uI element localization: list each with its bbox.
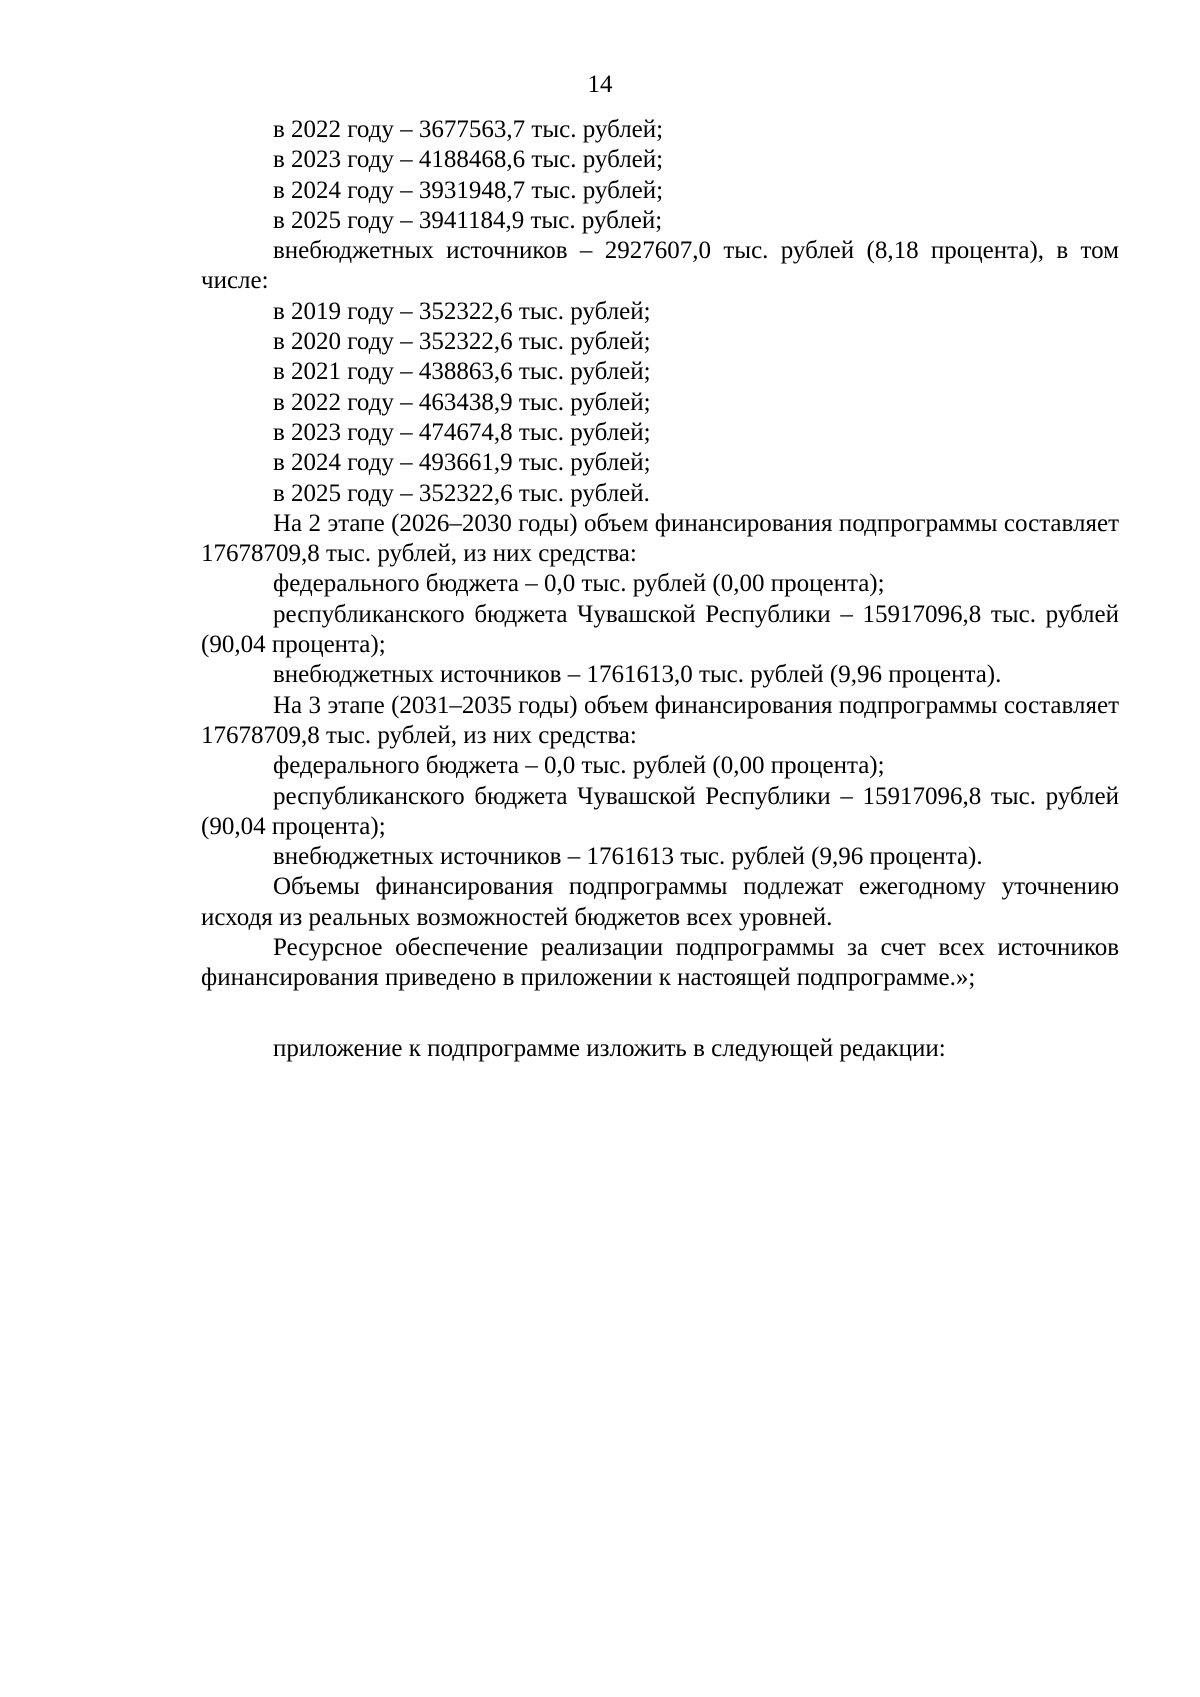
paragraph: в 2025 году – 3941184,9 тыс. рублей; (273, 206, 663, 234)
paragraph: республиканского бюджета Чувашской Республики – 15917096,8 тыс. рублей (90,04 процента); (201, 600, 1119, 659)
paragraph: Объемы финансирования подпрограммы подлежат ежегодному уточнению исходя из реальных возможностей бюджетов всех уровней. (201, 873, 1119, 931)
paragraph: в 2019 году – 352322,6 тыс. рублей; (273, 297, 651, 325)
paragraph: Ресурсное обеспечение реализации подпрограммы за счет всех источников финансирования приведено в приложении к настоящей подпрограмме.»; (201, 934, 1119, 992)
paragraph: в 2024 году – 3931948,7 тыс. рублей; (273, 176, 664, 204)
paragraph: республиканского бюджета Чувашской Республики – 15917096,8 тыс. рублей (90,04 процента); (201, 782, 1119, 840)
paragraph: в 2023 году – 4188468,6 тыс. рублей; (273, 146, 664, 174)
paragraph: в 2022 году – 463438,9 тыс. рублей; (273, 388, 651, 416)
page-number: 14 (587, 71, 613, 98)
paragraph: в 2024 году – 493661,9 тыс. рублей; (273, 449, 651, 477)
paragraph: в 2022 году – 3677563,7 тыс. рублей; (273, 116, 664, 143)
paragraph: На 3 этапе (2031–2035 годы) объем финансирования подпрограммы составляет 17678709,8 тыс. рублей, из них средства: (201, 691, 1119, 749)
paragraph: в 2025 году – 352322,6 тыс. рублей. (273, 479, 650, 507)
paragraph: внебюджетных источников – 1761613 тыс. рублей (9,96 процента). (273, 843, 983, 871)
paragraph: внебюджетных источников – 1761613,0 тыс. рублей (9,96 процента). (273, 661, 1002, 689)
paragraph: в 2021 году – 438863,6 тыс. рублей; (273, 358, 651, 386)
paragraph: в 2023 году – 474674,8 тыс. рублей; (273, 418, 651, 446)
paragraph: внебюджетных источников – 2927607,0 тыс. рублей (8,18 процента), в том числе: (201, 237, 1119, 295)
paragraph: приложение к подпрограмме изложить в следующей редакции: (273, 1034, 946, 1062)
paragraph: На 2 этапе (2026–2030 годы) объем финансирования подпрограммы составляет 17678709,8 тыс. рублей, из них средства: (201, 509, 1119, 568)
paragraph: федерального бюджета – 0,0 тыс. рублей (0,00 процента); (273, 570, 885, 598)
paragraph: федерального бюджета – 0,0 тыс. рублей (0,00 процента); (273, 752, 885, 780)
paragraph: в 2020 году – 352322,6 тыс. рублей; (273, 328, 651, 356)
document-body (201, 115, 1119, 1064)
